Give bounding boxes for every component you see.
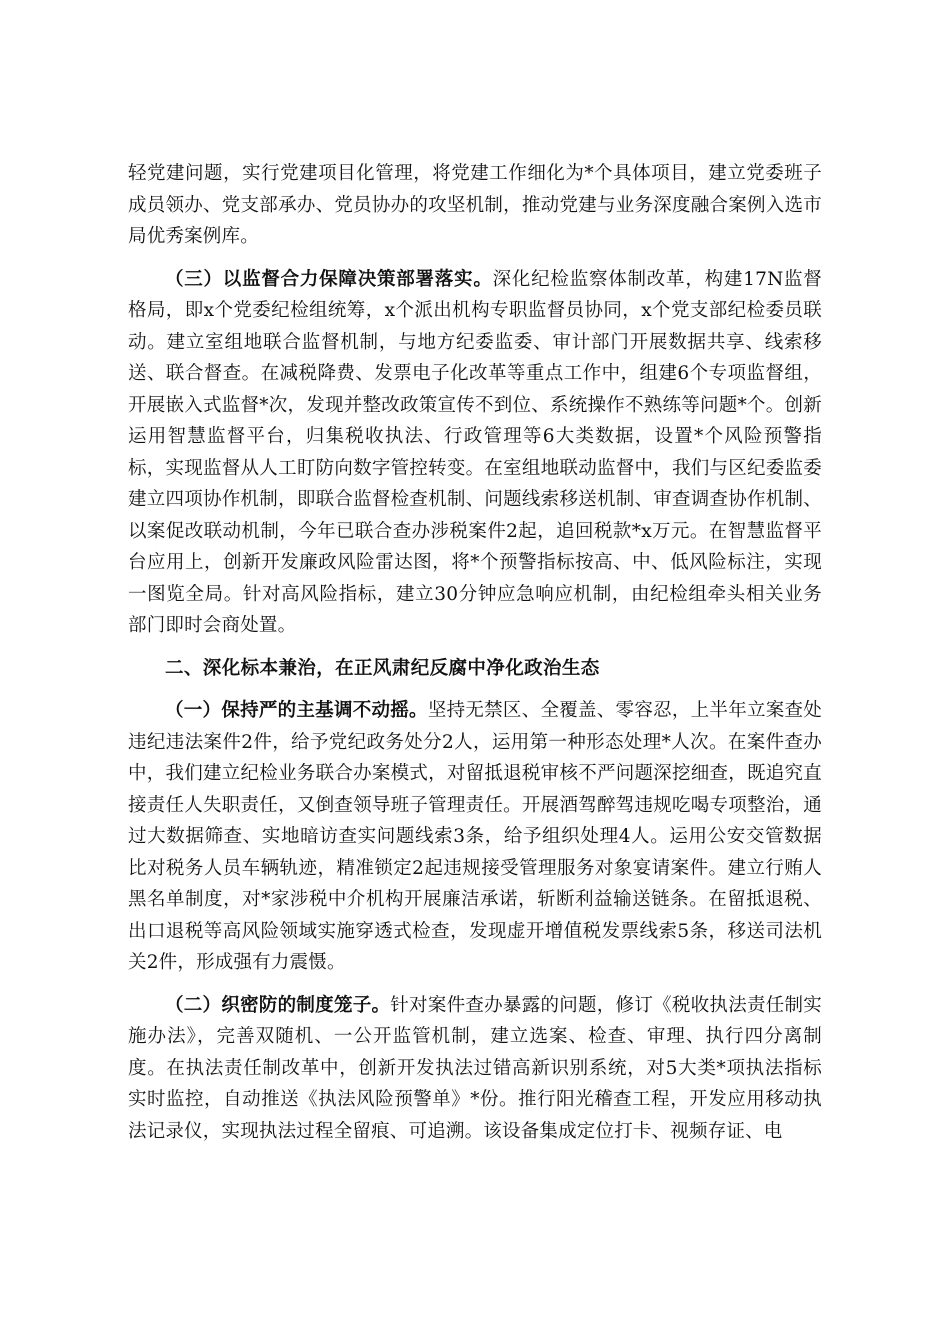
- paragraph-strict-tone: [128, 695, 822, 979]
- document-body: [128, 158, 822, 1158]
- paragraph-institutional-cage: [128, 990, 822, 1148]
- paragraph-supervision: [128, 264, 822, 642]
- section-heading: 二、深化标本兼治，在正风肃纪反腐中净化政治生态: [165, 657, 600, 679]
- paragraph-text: 针对案件查办暴露的问题，修订《税收执法责任制实施办法》，完善双随机、一公开监管机制，建立选案、检查、审理、执行四分离制度。在执法责任制改革中，创新开发执法过错高新识别系统，对5大类*项执法指标实时监控，自动推送《执法风险预警单》*份。推行阳光稽查工程，开发应用移动执法记录仪，实现执法过程全留痕、可追溯。该设备集成定位打卡、视频存证、电: [128, 994, 822, 1142]
- paragraph-text: 坚持无禁区、全覆盖、零容忍，上半年立案查处违纪违法案件2件，给予党纪政务处分2人，运用第一种形态处理*人次。在案件查办中，我们建立纪检业务联合办案模式，对留抵退税审核不严问题深挖细查，既追究直接责任人失职责任，又倒查领导班子管理责任。开展酒驾醉驾违规吃喝专项整治，通过大数据筛查、实地暗访查实问题线索3条，给予组织处理4人。运用公安交管数据比对税务人员车辆轨迹，精准锁定2起违规接受管理服务对象宴请案件。建立行贿人黑名单制度，对*家涉税中介机构开展廉洁承诺，斩断利益输送链条。在留抵退税、出口退税等高风险领域实施穿透式检查，发现虚开增值税发票线索5条，移送司法机关2件，形成强有力震慑。: [128, 700, 822, 973]
- paragraph-lead-heading: （二）织密防的制度笼子。: [165, 994, 391, 1016]
- paragraph-lead-heading: （三）以监督合力保障决策部署落实。: [165, 268, 493, 290]
- paragraph-text: 深化纪检监察体制改革，构建17N监督格局，即x个党委纪检组统筹，x个派出机构专职监督员协同，x个党支部纪检委员联动。建立室组地联合监督机制，与地方纪委监委、审计部门开展数据共享、线索移送、联合督查。在减税降费、发票电子化改革等重点工作中，组建6个专项监督组，开展嵌入式监督*次，发现并整改政策宣传不到位、系统操作不熟练等问题*个。创新运用智慧监督平台，归集税收执法、行政管理等6大类数据，设置*个风险预警指标，实现监督从人工盯防向数字管控转变。在室组地联动监督中，我们与区纪委监委建立四项协作机制，即联合监督检查机制、问题线索移送机制、审查调查协作机制、以案促改联动机制，今年已联合查办涉税案件2起，追回税款*x万元。在智慧监督平台应用上，创新开发廉政风险雷达图，将*个预警指标按高、中、低风险标注，实现一图览全局。针对高风险指标，建立30分钟应急响应机制，由纪检组牵头相关业务部门即时会商处置。: [128, 268, 822, 636]
- paragraph-lead-heading: （一）保持严的主基调不动摇。: [165, 700, 428, 721]
- paragraph-continuation: [128, 158, 822, 253]
- paragraph-text: 轻党建问题，实行党建项目化管理，将党建工作细化为*个具体项目，建立党委班子成员领办、党支部承办、党员协办的攻坚机制，推动党建与业务深度融合案例入选市局优秀案例库。: [128, 163, 822, 247]
